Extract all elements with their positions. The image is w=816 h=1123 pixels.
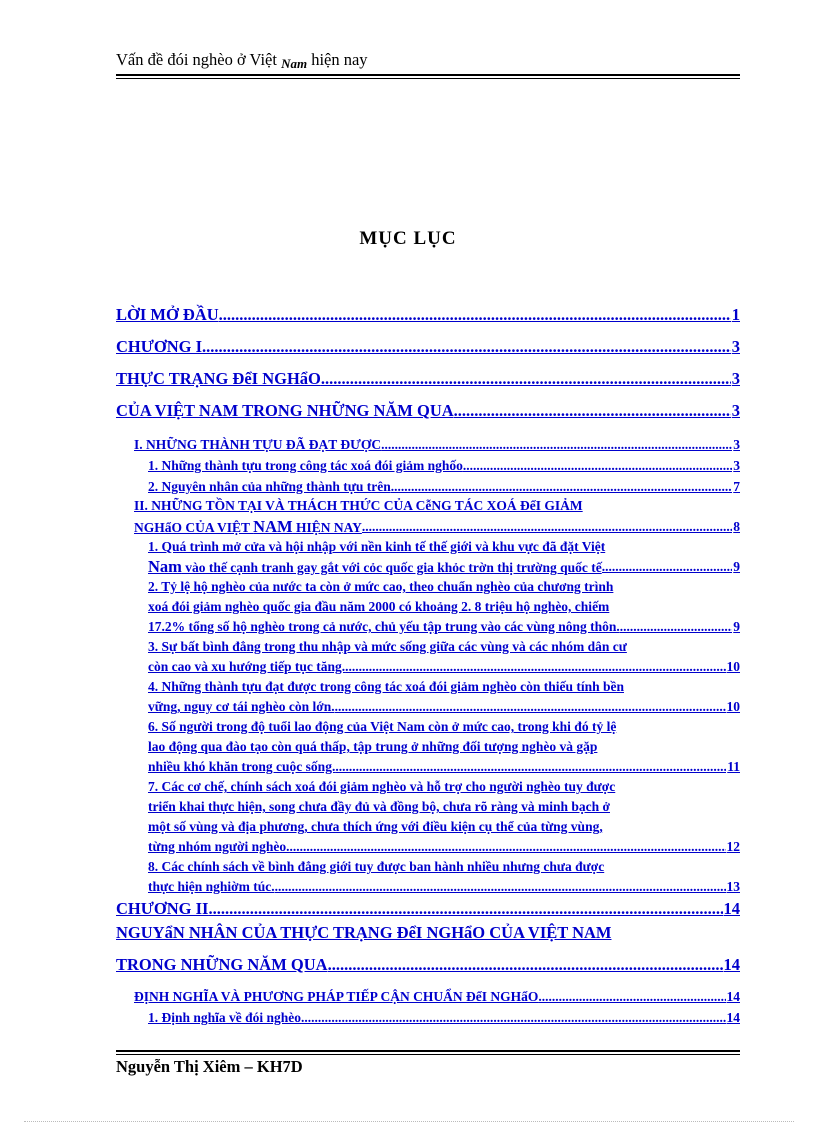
toc-entry-2-4-line1[interactable]: 4. Những thành tựu đạt được trong công tác xoá đói giảm nghèo còn thiếu tính bền [148,679,624,694]
page-edge-divider [24,1121,794,1122]
toc-entry-2-7-line3[interactable]: một số vùng và địa phương, chưa thích ứng với điều kiện cụ thể của từng vùng, [148,819,603,834]
footer-rule-thick [116,1050,740,1052]
header-rule-thin [116,78,740,79]
toc-entry-2-2-line1[interactable]: 2. Tỷ lệ hộ nghèo của nước ta còn ở mức cao, theo chuẩn nghèo của chương trình [148,579,614,594]
toc-entry-trong-nhung-nam-qua[interactable]: TRONG NHỮNG NĂM QUA ..... 14 [116,954,740,976]
toc-entry-2-6-line1[interactable]: 6. Số người trong độ tuổi lao động của Việt Nam còn ở mức cao, trong khi đó tỷ lệ [148,719,617,734]
toc-entry-section-2-line1[interactable]: II. NHỮNG TỒN TẠI VÀ THÁCH THỨC CỦA CễNG TÁC XOÁ ĐểI GIẢM [134,498,583,513]
page-footer: Nguyễn Thị Xiêm – KH7D [116,1057,303,1076]
toc-title: MỤC LỤC [359,228,457,249]
toc-entry-2-2-line2[interactable]: xoá đói giảm nghèo quốc gia đầu năm 2000 có khoảng 2. 8 triệu hộ nghèo, chiếm [148,599,610,614]
toc-entry-cua-viet-nam[interactable]: CỦA VIỆT NAM TRONG NHỮNG NĂM QUA ..... 3 [116,400,740,422]
header-text-before: Vấn đề đói nghèo ở Việt [116,50,282,69]
toc-entry-2-6-line3[interactable]: nhiều khó khăn trong cuộc sống. ..... 11 [148,758,740,776]
toc-entry-dinh-nghia[interactable]: ĐỊNH NGHĨA VÀ PHƯƠNG PHÁP TIẾP CẬN CHUẨN ĐểI NGHẩO ..... 14 [134,988,740,1006]
footer-rule-thin [116,1054,740,1055]
toc-entry-2-7-line2[interactable]: triển khai thực hiện, song chưa đầy đủ và đồng bộ, chưa rõ ràng và minh bạch ở [148,799,610,814]
toc-entry-2-7-line1[interactable]: 7. Các cơ chế, chính sách xoá đói giảm nghèo và hỗ trợ cho người nghèo tuy được [148,779,616,794]
toc-entry-thuc-trang[interactable]: THỰC TRẠNG ĐểI NGHẩO ..... 3 [116,368,740,390]
header-rule-thick [116,74,740,76]
toc-entry-chuong-1[interactable]: CHƯƠNG I ..... 3 [116,336,740,358]
toc-entry-2-6-line2[interactable]: lao động qua đào tạo còn quá thấp, tập trung ở những đối tượng nghèo và gặp [148,739,598,754]
page-header [116,50,368,70]
toc-entry-2-4-line2[interactable]: vững, nguy cơ tái nghèo còn lớn. ..... 10 [148,698,740,716]
toc-entry-2-1-line2[interactable]: Nam vào thế cạnh tranh gay gắt với cỏc quốc gia khỏc trờn thị trường quốc tế ..... 9 [148,558,740,576]
toc-entry-2-7-line4[interactable]: từng nhóm người nghèo. ..... 12 [148,838,740,856]
toc-entry-dn-1[interactable]: 1. Định nghĩa về đói nghèo ..... 14 [148,1009,740,1027]
toc-entry-chuong-2[interactable]: CHƯƠNG II ..... 14 [116,898,740,920]
toc-entry-1-1[interactable]: 1. Những thành tựu trong công tác xoá đói giảm nghốo ..... 3 [148,457,740,475]
toc-entry-2-3-line1[interactable]: 3. Sự bất bình đẳng trong thu nhập và mức sống giữa các vùng và các nhóm dân cư [148,639,627,654]
toc-entry-section-2-line2[interactable]: NGHẩO CỦA VIỆT NAM HIỆN NAY ..... 8 [134,518,740,536]
header-text-after: hiện nay [307,50,368,69]
toc-entry-2-3-line2[interactable]: còn cao và xu hướng tiếp tục tăng. ..... 10 [148,658,740,676]
toc-entry-2-8-line1[interactable]: 8. Các chính sách về bình đẳng giới tuy được ban hành nhiều nhưng chưa được [148,859,605,874]
toc-entry-nguyen-nhan[interactable]: NGUYẩN NHÂN CỦA THỰC TRẠNG ĐểI NGHẩO CỦA VIỆT NAM [116,923,612,942]
toc-entry-2-1-line1[interactable]: 1. Quá trình mở cửa và hội nhập với nền kinh tế thế giới và khu vực đã đặt Việt [148,539,606,554]
toc-entry-section-1[interactable]: I. NHỮNG THÀNH TỰU ĐÃ ĐẠT ĐƯỢC ..... 3 [134,436,740,454]
toc-entry-2-8-line2[interactable]: thực hiện nghiờm túc. ..... 13 [148,878,740,896]
header-script-word: Nam [281,56,308,71]
toc-entry-1-2[interactable]: 2. Nguyên nhân của những thành tựu trên ..... 7 [148,478,740,496]
toc-entry-loi-mo-dau[interactable]: LỜI MỞ ĐẦU ..... 1 [116,304,740,326]
toc-entry-2-2-line3[interactable]: 17.2% tổng số hộ nghèo trong cả nước, chủ yếu tập trung vào các vùng nông thôn. ..... 9 [148,618,740,636]
